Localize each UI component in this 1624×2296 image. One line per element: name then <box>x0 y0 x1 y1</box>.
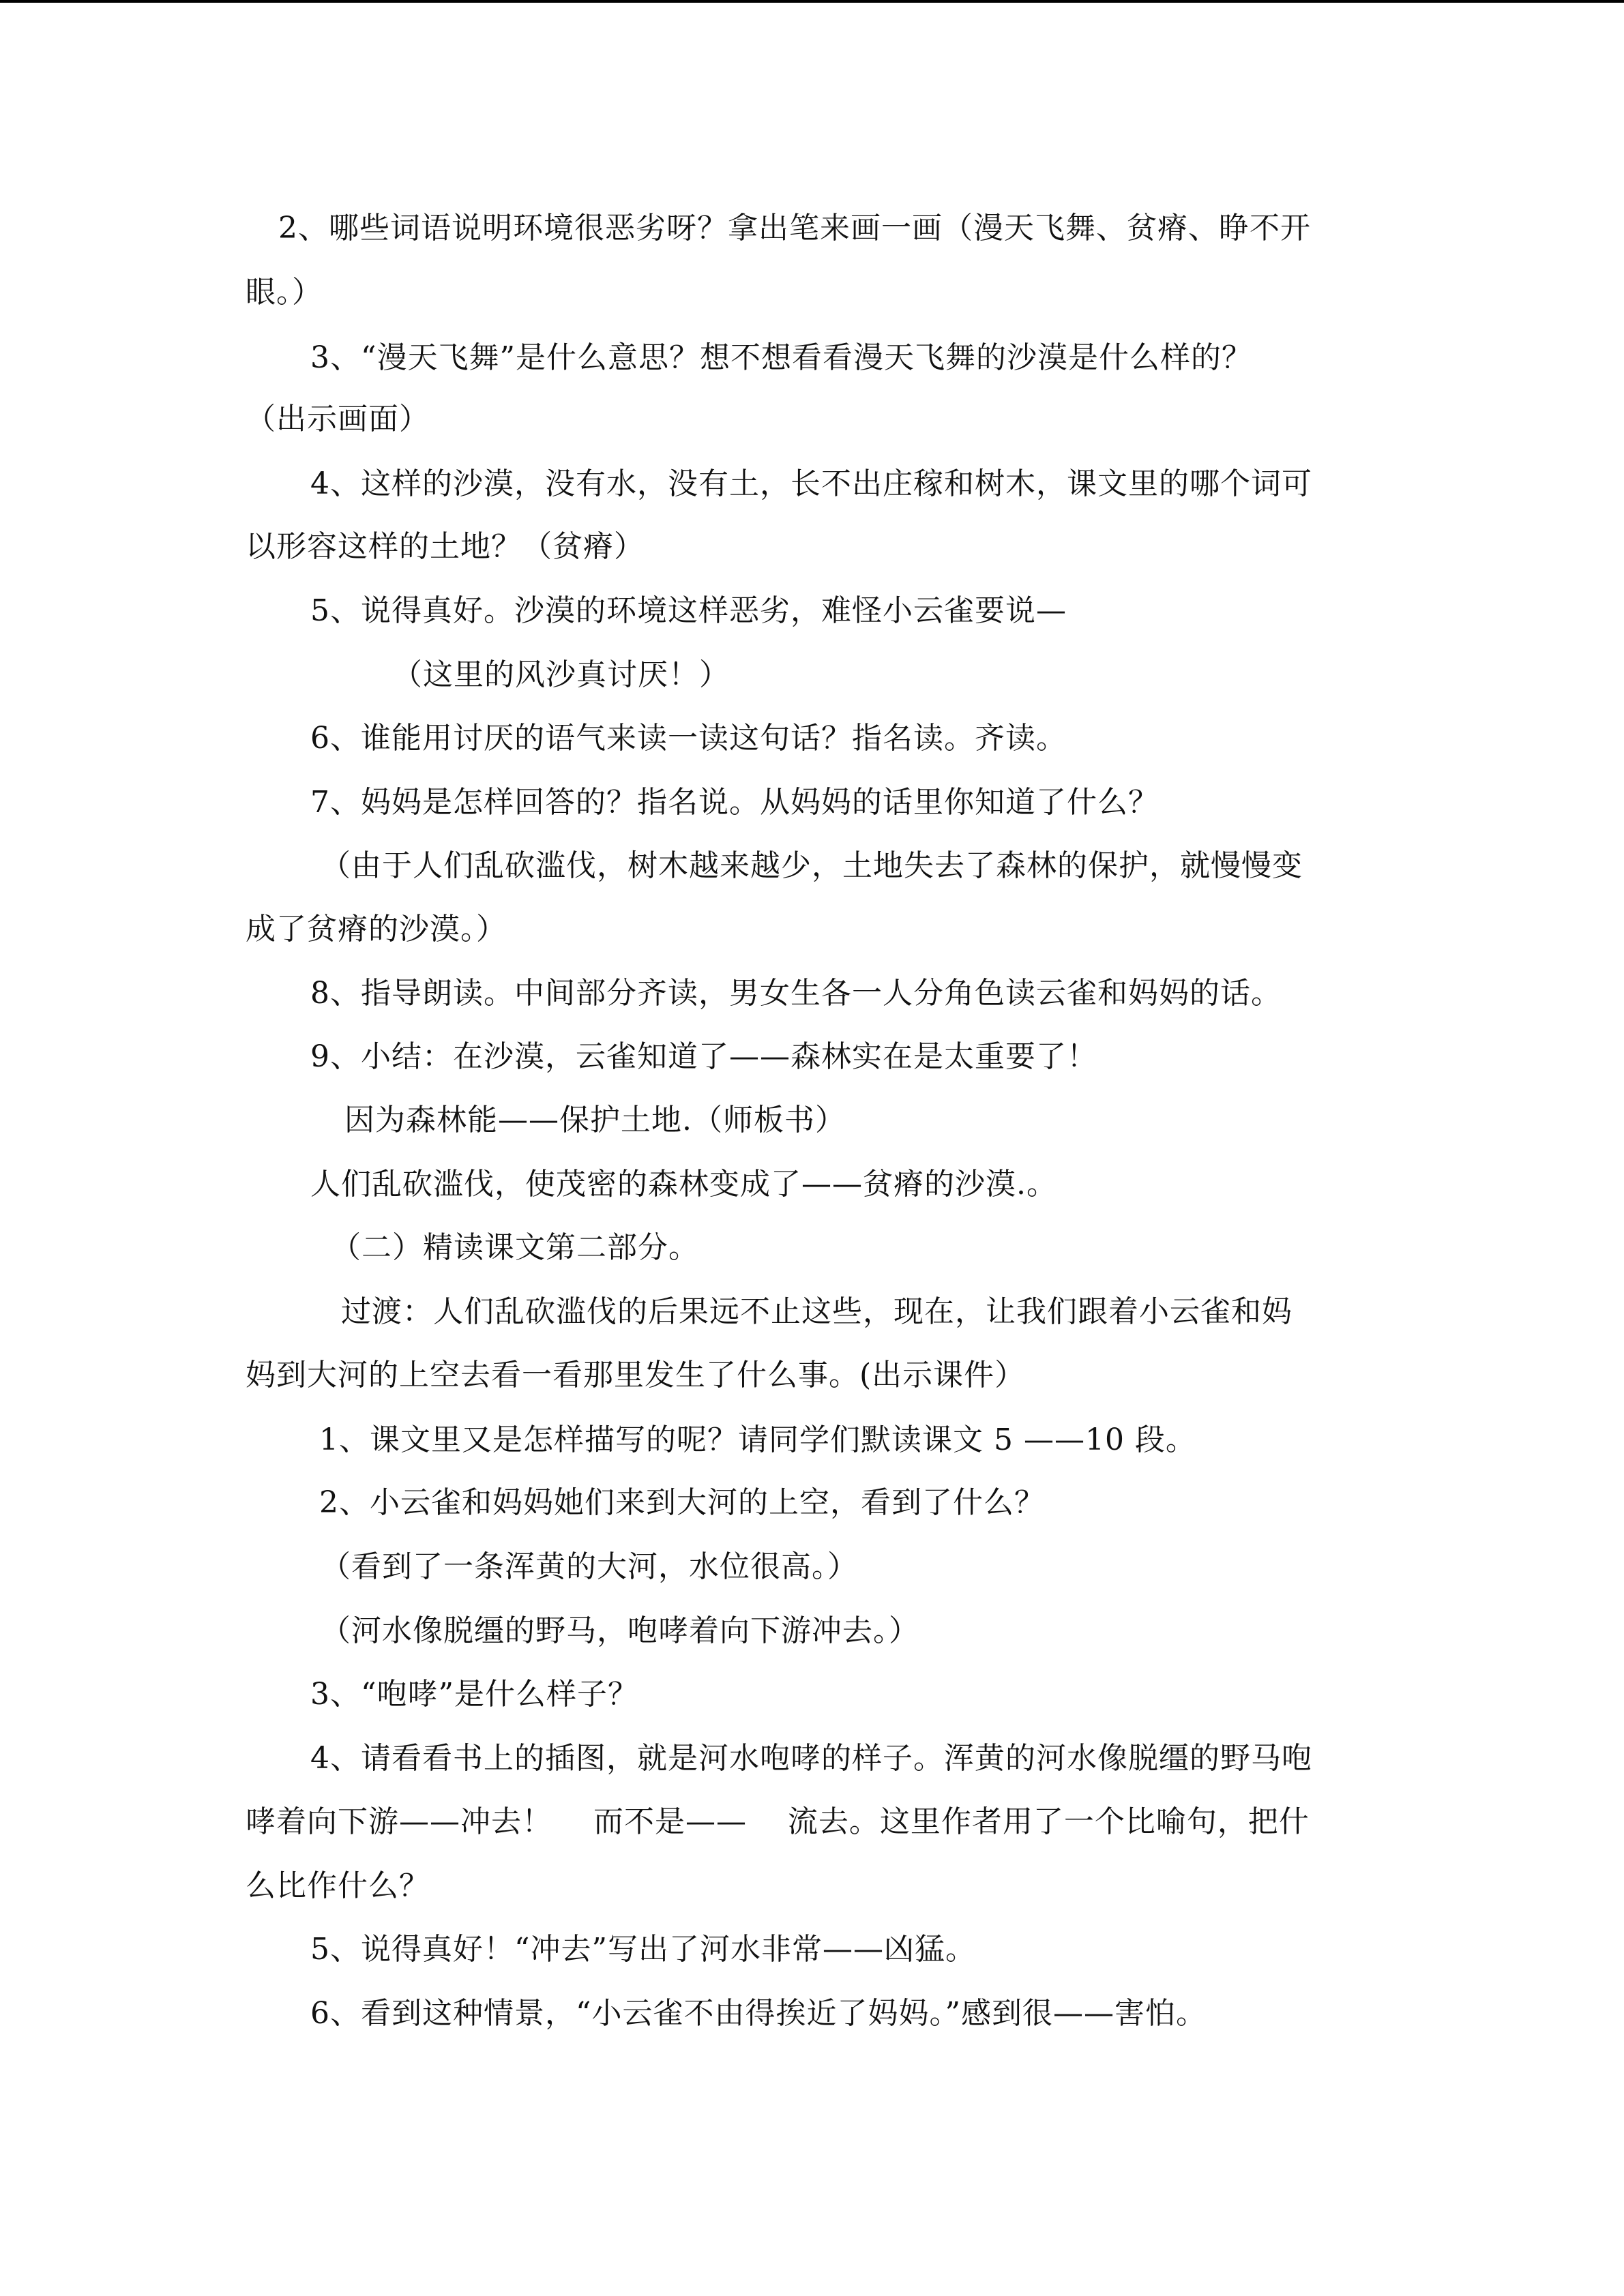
text-line-3: 3、“漫天飞舞”是什么意思？想不想看看漫天飞舞的沙漠是什么样的？ <box>310 340 1252 375</box>
text-line-11: （由于人们乱砍滥伐，树木越来越少，土地失去了森林的保护，就慢慢变 <box>321 848 1303 883</box>
text-line-10: 7、妈妈是怎样回答的？指名说。从妈妈的话里你知道了什么？ <box>310 785 1159 820</box>
text-line-17: （二）精读课文第二部分。 <box>331 1230 699 1265</box>
text-line-27: 么比作什么？ <box>246 1868 430 1903</box>
text-line-16: 人们乱砍滥伐，使茂密的森林变成了——贫瘠的沙漠.。 <box>310 1167 1057 1202</box>
text-line-12: 成了贫瘠的沙漠。） <box>246 912 507 946</box>
text-line-2: 眼。） <box>246 275 323 310</box>
text-line-25: 4、请看看书上的插图，就是河水咆哮的样子。浑黄的河水像脱缰的野马咆 <box>310 1741 1312 1776</box>
text-line-22: （看到了一条浑黄的大河，水位很高。） <box>321 1549 858 1584</box>
text-line-24: 3、“咆哮”是什么样子？ <box>310 1677 638 1712</box>
text-line-14: 9、小结：在沙漠，云雀知道了——森林实在是太重要了！ <box>310 1039 1097 1074</box>
text-line-15: 因为森林能——保护土地.（师板书） <box>344 1103 846 1137</box>
text-line-29: 6、看到这种情景，“小云雀不由得挨近了妈妈。”感到很——害怕。 <box>310 1996 1207 2031</box>
text-line-20: 1、课文里又是怎样描写的呢？请同学们默读课文 5 ——10 段。 <box>319 1422 1196 1457</box>
text-line-9: 6、谁能用讨厌的语气来读一读这句话？指名读。齐读。 <box>310 721 1067 756</box>
text-line-18: 过渡：人们乱砍滥伐的后果远不止这些，现在，让我们跟着小云雀和妈 <box>341 1294 1293 1329</box>
text-line-26: 哮着向下游——冲去！ 而不是—— 流去。这里作者用了一个比喻句，把什 <box>246 1804 1310 1839</box>
text-line-8: （这里的风沙真讨厌！） <box>392 657 730 692</box>
text-line-28: 5、说得真好！“冲去”写出了河水非常——凶猛。 <box>310 1932 976 1967</box>
text-line-4: （出示画面） <box>246 402 430 436</box>
text-line-5: 4、这样的沙漠，没有水，没有土，长不出庄稼和树木，课文里的哪个词可 <box>310 466 1312 501</box>
text-line-1: 2、哪些词语说明环境很恶劣呀？拿出笔来画一画（漫天飞舞、贫瘠、睁不开 <box>278 211 1311 245</box>
text-line-6: 以形容这样的土地？（贫瘠） <box>246 529 645 564</box>
text-line-23: （河水像脱缰的野马，咆哮着向下游冲去。） <box>321 1613 919 1648</box>
text-line-13: 8、指导朗读。中间部分齐读，男女生各一人分角色读云雀和妈妈的话。 <box>310 976 1282 1011</box>
text-line-21: 2、小云雀和妈妈她们来到大河的上空，看到了什么？ <box>319 1485 1045 1520</box>
text-line-19: 妈到大河的上空去看一看那里发生了什么事。(出示课件） <box>246 1358 1026 1392</box>
text-line-7: 5、说得真好。沙漠的环境这样恶劣，难怪小云雀要说— <box>310 593 1067 628</box>
